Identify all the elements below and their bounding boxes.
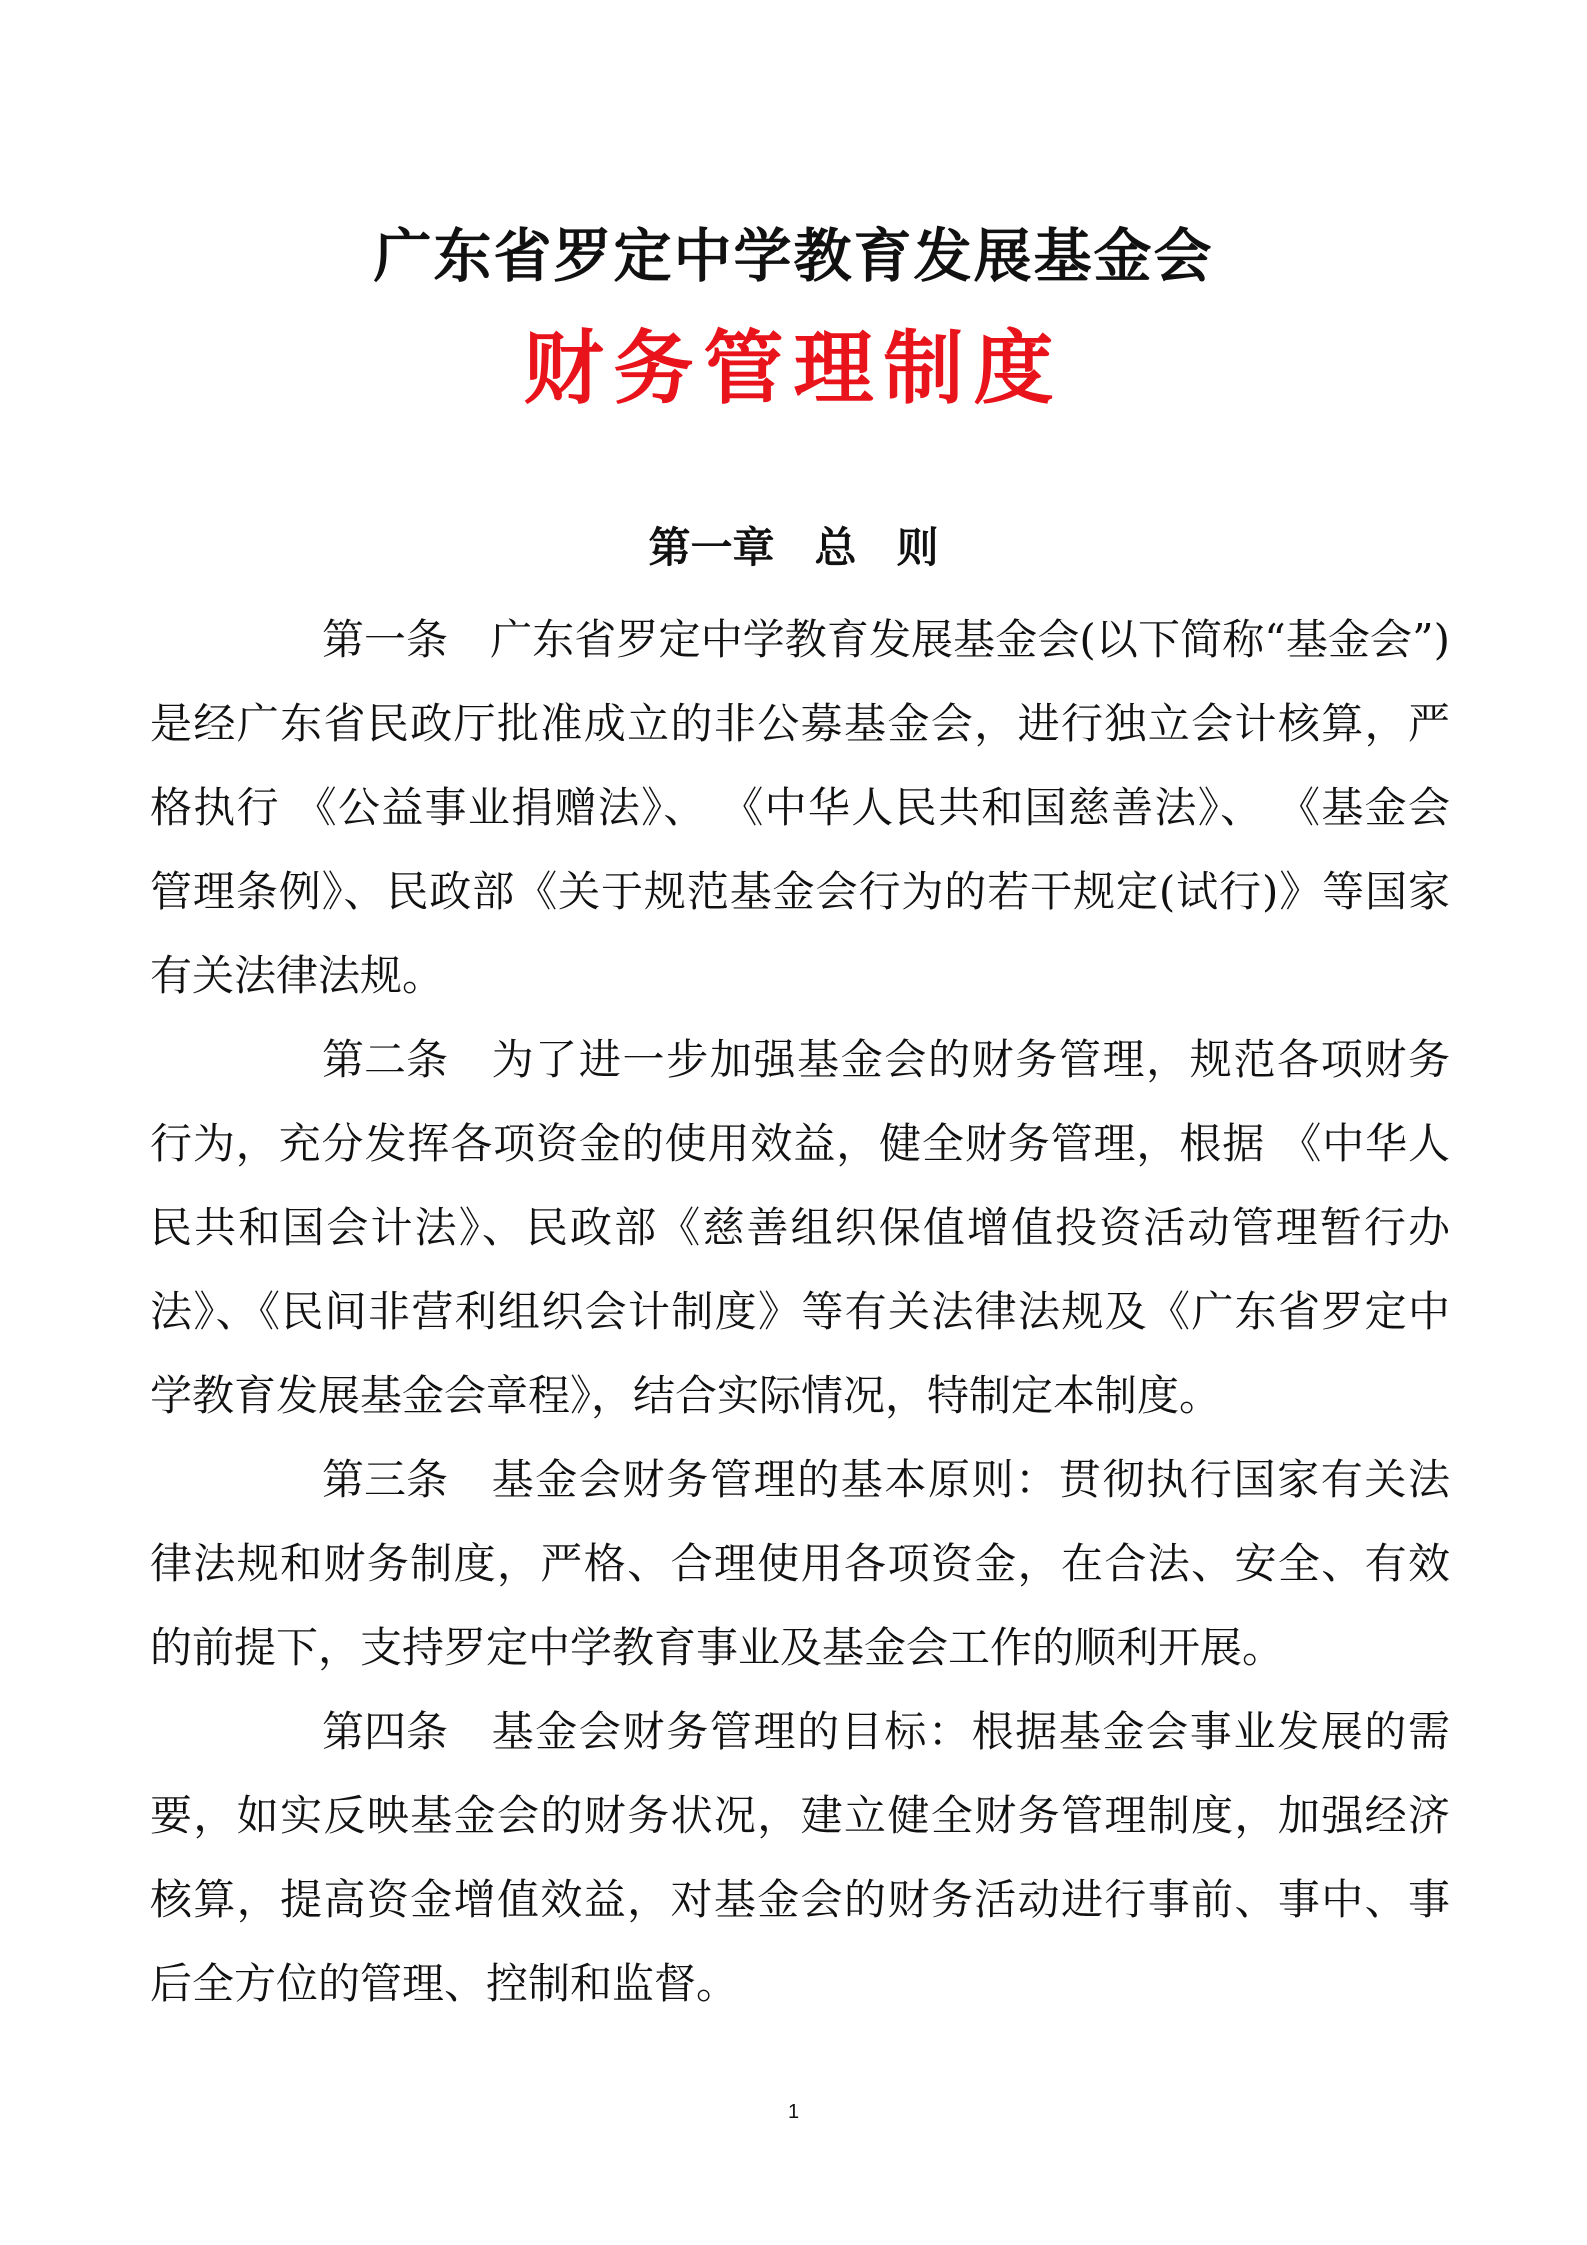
chapter-name-second: 则 xyxy=(896,523,939,572)
document-body xyxy=(150,598,1450,2026)
article-1 xyxy=(150,598,1450,1018)
chapter-heading xyxy=(0,508,1587,588)
article-text: 广东省罗定中学教育发展基金会(以下简称“基金会”)是经广东省民政厅批准成立的非公募基金会，进行独立会计核算，严格执行 《公益事业捐赠法》、 《中华人民共和国慈善法》、 《基金会管理条例》、民政部《关于规范基金会行为的若干规定(试行)》等国家有关法律法规。 xyxy=(150,615,1450,1000)
article-text: 为了进一步加强基金会的财务管理，规范各项财务行为，充分发挥各项资金的使用效益，健全财务管理，根据 《中华人民共和国会计法》、民政部《慈善组织保值增值投资活动管理暂行办法》、《民间非营利组织会计制度》等有关法律法规及《广东省罗定中学教育发展基金会章程》，结合实际情况，特制定本制度。 xyxy=(150,1035,1450,1420)
page-number: 1 xyxy=(787,2101,800,2123)
chapter-name: 总 xyxy=(814,523,857,572)
article-2 xyxy=(150,1018,1450,1438)
article-3 xyxy=(150,1438,1450,1690)
article-label: 第一条 xyxy=(322,615,449,664)
chapter-number: 第一章 xyxy=(648,523,775,572)
article-text: 基金会财务管理的基本原则：贯彻执行国家有关法律法规和财务制度，严格、合理使用各项资金，在合法、安全、有效的前提下，支持罗定中学教育事业及基金会工作的顺利开展。 xyxy=(150,1455,1450,1672)
document-title: 广东省罗定中学教育发展基金会 xyxy=(373,222,1214,290)
article-text: 基金会财务管理的目标：根据基金会事业发展的需要，如实反映基金会的财务状况，建立健全财务管理制度，加强经济核算，提高资金增值效益，对基金会的财务活动进行事前、事中、事后全方位的管理、控制和监督。 xyxy=(150,1707,1450,2008)
article-label: 第二条 xyxy=(322,1035,449,1084)
document-subtitle: 财务管理制度 xyxy=(523,321,1064,415)
article-label: 第四条 xyxy=(322,1707,449,1756)
article-4 xyxy=(150,1690,1450,2026)
article-label: 第三条 xyxy=(322,1455,449,1504)
